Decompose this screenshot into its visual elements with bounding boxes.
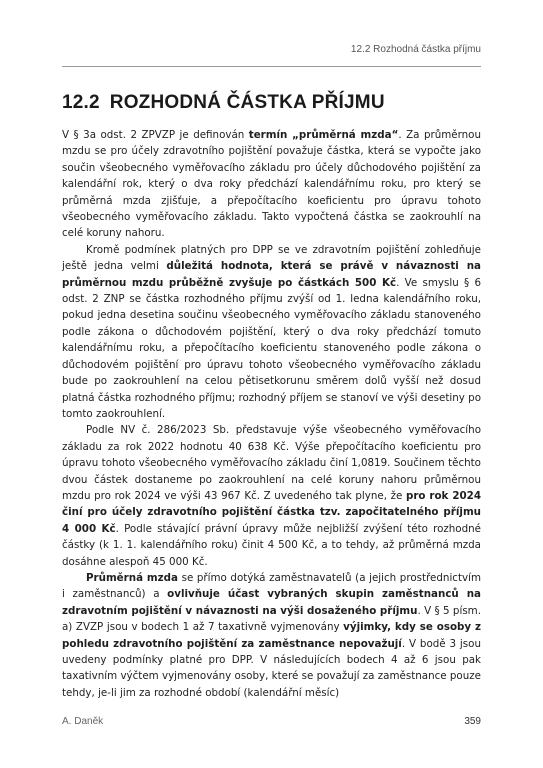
bold-text: důležitá hodnota, která se právě v návaznosti na průměrnou mzdu průběžně zvyšuje po částkách 500 Kč — [62, 260, 481, 289]
section-heading — [62, 92, 385, 114]
bold-text: termín „průměrná mzda“ — [248, 129, 399, 141]
paragraph — [62, 570, 481, 701]
header-rule — [62, 66, 481, 67]
body-text — [62, 127, 481, 701]
text-run: V § 3a odst. 2 ZPVZP je definován — [62, 129, 249, 141]
paragraph — [62, 242, 481, 422]
text-run: . V § 5 písm. a) ZVZP jsou v bodech 1 až 7 taxativně vyjmenovány — [62, 604, 481, 634]
page-number: 359 — [464, 716, 481, 727]
footer-author: A. Daněk — [62, 716, 104, 727]
paragraph — [62, 127, 481, 242]
bold-text: Průměrná mzda — [86, 571, 178, 584]
text-run: . Za průměrnou mzdu se pro účely zdravotního pojištění považuje částka, která se vypočte jako součin všeobecného vyměřovacího základu pro účely důchodového pojištění za kalendářní rok, který o dva roky předchází kalendářnímu roku, pro který se průměrná mzda zjišťuje, a přepočítacího koeficientu pro úpravu tohoto všeobecného vyměřovacího základu. Takto vypočtená částka se zaokrouhlí na celé koruny nahoru. — [62, 129, 482, 240]
text-run: Kromě podmínek platných pro DPP se ve zdravotním pojištění zohledňuje ještě jedna velmi — [62, 243, 481, 273]
text-run: . Ve smyslu § 6 odst. 2 ZNP se částka rozhodného příjmu zvýší od 1. ledna kalendářního roku, pokud jedna desetina součinu všeobecného vyměřovacího základu stanoveného podle zákona o důchodovém pojištění, který o dva roky předchází tomuto kalendářnímu roku, a přepočítacího koeficientu stanoveného podle zákona o důchodovém pojištění pro úpravu tohoto všeobecného vyměřovacího základu bude po zaokrouhlení na celou pětisetkorunu směrem dolů vyšší než dosud platná částka rozhodného příjmu; rozhodný příjem se stanoví ve výši desetiny po tomto zaokrouhlení. — [62, 276, 481, 420]
section-number: 12.2 — [62, 92, 100, 113]
paragraph — [62, 422, 481, 570]
text-run: . V bodě 3 jsou uvedeny podmínky platné pro DPP. V následujících bodech 4 až 6 jsou pak taxativním výčtem vyjmenovány osoby, které se považují za zaměstnance pouze tehdy, je-li jim za rozhodné období (kalendářní měsíc) — [62, 637, 481, 699]
text-run: . Podle stávající právní úpravy může nejbližší zvýšení této rozhodné částky (k 1. 1. kalendářního roku) činit 4 500 Kč, a to tehdy, až průměrná mzda dosáhne alespoň 45 000 Kč. — [62, 522, 481, 568]
running-head: 12.2 Rozhodná částka příjmu — [350, 44, 481, 55]
text-run: Podle NV č. 286/2023 Sb. představuje výše všeobecného vyměřovacího základu za rok 2022 hodnotu 40 638 Kč. Výše přepočítacího koeficientu pro úpravu tohoto všeobecného vyměřovacího základu činí 1,0819. Součinem těchto dvou částek dostaneme po zaokrouhlení na celé koruny nahoru průměrnou mzdu pro rok 2024 ve výši 43 967 Kč. Z uvedeného tak plyne, že — [62, 424, 481, 502]
text-run: se přímo dotýká zaměstnavatelů (a jejich prostřednictvím i zaměstnanců) a — [62, 571, 481, 601]
bold-text: pro rok 2024 činí pro účely zdravotního pojištění částka tzv. započitatelného příjmu 4 000 Kč — [62, 489, 481, 535]
section-title: ROZHODNÁ ČÁSTKA PŘÍJMU — [109, 92, 385, 113]
bold-text: výjimky, kdy se osoby z pohledu zdravotního pojištění za zaměstnance nepovažují — [62, 621, 481, 650]
bold-text: ovlivňuje účast vybraných skupin zaměstnanců na zdravotním pojištění v návaznosti na výši dosaženého příjmu — [62, 588, 481, 617]
